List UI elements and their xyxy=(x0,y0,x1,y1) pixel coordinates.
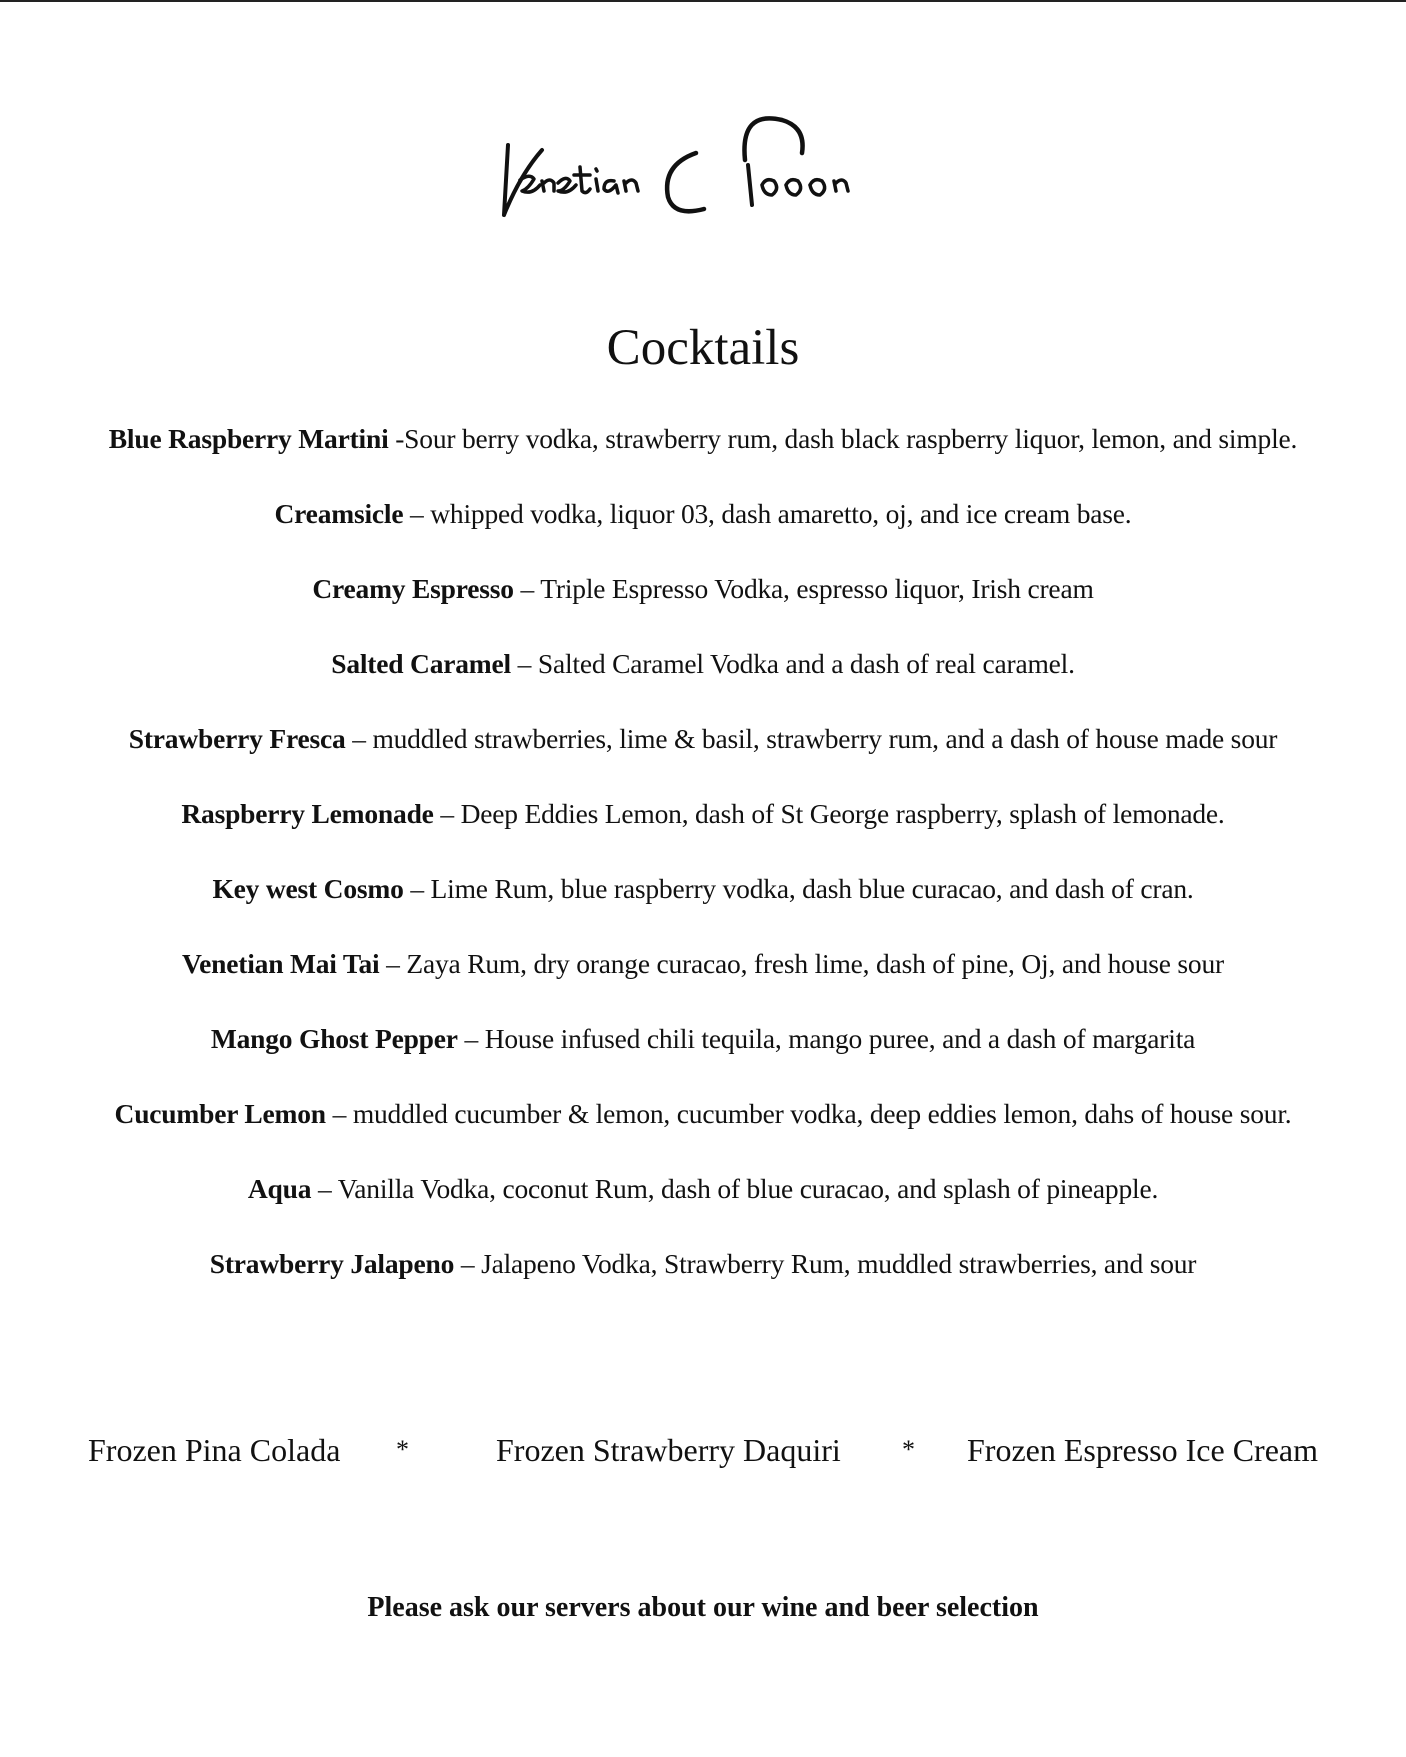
menu-item-description: Zaya Rum, dry orange curacao, fresh lime, dash of pine, Oj, and house sour xyxy=(406,948,1224,979)
menu-item-description: muddled cucumber & lemon, cucumber vodka, deep eddies lemon, dahs of house sour. xyxy=(352,1098,1292,1129)
menu-item-separator: – xyxy=(433,798,461,829)
frozen-separator: * xyxy=(396,1435,409,1464)
menu-item-separator: – xyxy=(345,723,373,754)
menu-item-separator: – xyxy=(454,1248,482,1279)
menu-item-description: muddled strawberries, lime & basil, strawberry rum, and a dash of house made sour xyxy=(372,723,1278,754)
menu-item-name: Venetian Mai Tai xyxy=(182,948,380,979)
menu-item xyxy=(0,719,1406,794)
menu-item xyxy=(0,794,1406,869)
menu-item-separator: – xyxy=(311,1173,338,1204)
menu-item-separator: – xyxy=(325,1098,353,1129)
menu-item-name: Raspberry Lemonade xyxy=(181,798,434,829)
menu-item-name: Mango Ghost Pepper xyxy=(210,1023,458,1054)
menu-item-description: Triple Espresso Vodka, espresso liquor, Irish cream xyxy=(540,573,1094,604)
menu-item-name: Creamy Espresso xyxy=(312,573,514,604)
menu-title: Cocktails xyxy=(606,320,800,376)
menu-item-name: Aqua xyxy=(247,1173,312,1204)
frozen-item-espresso-ice-cream: Frozen Espresso Ice Cream xyxy=(967,1432,1318,1468)
menu-item xyxy=(0,494,1406,569)
menu-item-description: Lime Rum, blue raspberry vodka, dash blue curacao, and dash of cran. xyxy=(430,873,1194,904)
menu-item-separator: – xyxy=(379,948,407,979)
menu-item-separator: – xyxy=(403,873,431,904)
footer-note: Please ask our servers about our wine and beer selection xyxy=(367,1592,1039,1623)
menu-item-description: Deep Eddies Lemon, dash of St George raspberry, splash of lemonade. xyxy=(460,798,1225,829)
menu-item-name: Creamsicle xyxy=(274,498,404,529)
menu-item-description: Jalapeno Vodka, Strawberry Rum, muddled strawberries, and sour xyxy=(481,1248,1197,1279)
menu-item xyxy=(0,1169,1406,1244)
frozen-item-strawberry-daquiri: Frozen Strawberry Daquiri xyxy=(496,1432,841,1468)
menu-item-name: Salted Caramel xyxy=(331,648,511,679)
logo-text xyxy=(490,235,491,236)
menu-item-separator: – xyxy=(457,1023,485,1054)
menu-item-description: Sour berry vodka, strawberry rum, dash black raspberry liquor, lemon, and simple. xyxy=(404,423,1298,454)
menu-item xyxy=(0,644,1406,719)
menu-item-description: whipped vodka, liquor 03, dash amaretto, oj, and ice cream base. xyxy=(430,498,1132,529)
menu-item-description: Vanilla Vodka, coconut Rum, dash of blue curacao, and splash of pineapple. xyxy=(337,1173,1159,1204)
frozen-separator: * xyxy=(902,1435,915,1464)
menu-item xyxy=(0,419,1406,494)
frozen-item-pina-colada: Frozen Pina Colada xyxy=(88,1432,341,1468)
menu-item-name: Cucumber Lemon xyxy=(114,1098,326,1129)
menu-item-separator: – xyxy=(510,648,538,679)
menu-item xyxy=(0,869,1406,944)
menu-item-name: Strawberry Jalapeno xyxy=(209,1248,455,1279)
frozen-drinks-row xyxy=(0,1427,1406,1473)
menu-item xyxy=(0,1094,1406,1169)
menu-item xyxy=(0,1244,1406,1319)
venetian-moon-logo xyxy=(490,105,920,235)
menu-item-description: Salted Caramel Vodka and a dash of real caramel. xyxy=(537,648,1075,679)
menu-item-description: House infused chili tequila, mango puree, and a dash of margarita xyxy=(484,1023,1196,1054)
top-border-line xyxy=(0,0,1406,2)
menu-item-separator: - xyxy=(388,423,405,454)
menu-item-name: Key west Cosmo xyxy=(212,873,404,904)
menu-item xyxy=(0,944,1406,1019)
menu-item-separator: – xyxy=(403,498,431,529)
menu-item xyxy=(0,569,1406,644)
menu-item-separator: – xyxy=(513,573,541,604)
cocktail-list xyxy=(0,419,1406,1319)
menu-item-name: Strawberry Fresca xyxy=(128,723,346,754)
menu-item xyxy=(0,1019,1406,1094)
menu-item-name: Blue Raspberry Martini xyxy=(108,423,389,454)
